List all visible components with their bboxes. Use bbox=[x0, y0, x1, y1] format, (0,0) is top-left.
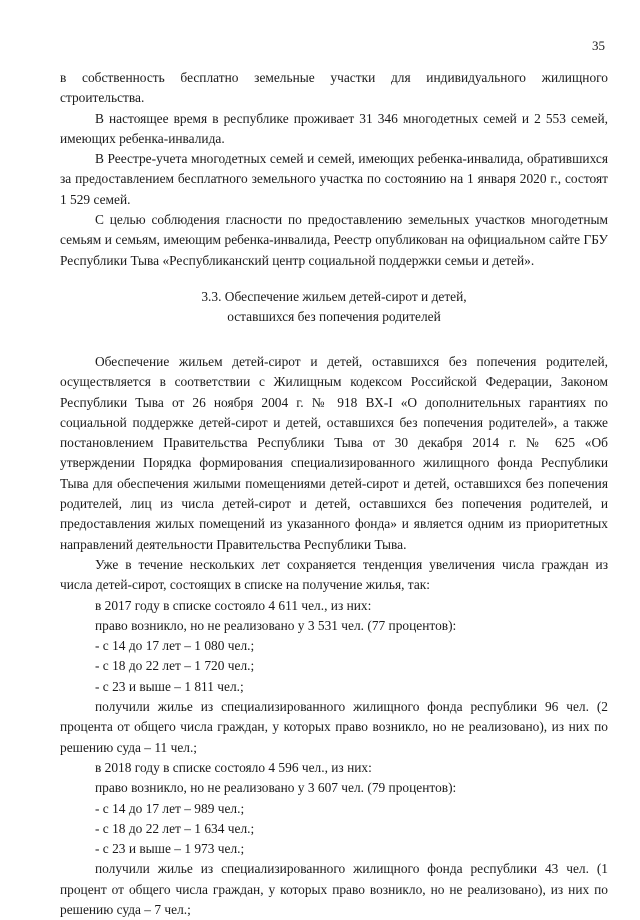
section-heading-line: 3.3. Обеспечение жильем детей-сирот и детей, bbox=[201, 288, 467, 304]
age-group-item: - с 14 до 17 лет – 989 чел.; bbox=[95, 800, 245, 816]
year-2018-intro: в 2018 году в списке состояло 4 596 чел., из них: bbox=[95, 759, 372, 775]
year-2017-intro: в 2017 году в списке состояло 4 611 чел., из них: bbox=[95, 597, 372, 613]
paragraph: В Реестре-учета многодетных семей и семей, имеющих ребенка-инвалида, обратившихся за предоставлением бесплатного земельного участка по состоянию на 1 января 2020 г., состоят 1 529 семей. bbox=[60, 151, 608, 207]
section-heading-line: оставшихся без попечения родителей bbox=[227, 308, 441, 324]
age-group-item: - с 23 и выше – 1 973 чел.; bbox=[95, 841, 245, 857]
year-2018-received: получили жилье из специализированного жилищного фонда республики 43 чел. (1 процент от общего числа граждан, у которых право возникло, но не реализовано), из них по решению суда – 7 чел.; bbox=[60, 861, 608, 917]
age-group-item: - с 14 до 17 лет – 1 080 чел.; bbox=[95, 638, 255, 654]
paragraph: Обеспечение жильем детей-сирот и детей, оставшихся без попечения родителей, осуществляется в соответствии с Жилищным кодексом Российской Федерации, Законом Республики Тыва от 26 ноября 2004 г. № 918 ВХ-I «О дополнительных гарантиях по социальной поддержке детей-сирот и детей, оставшихся без попечения родителей», а также постановлением Правительства Республики Тыва от 30 декабря 2014 г. № 625 «Об утверждении Порядка формирования специализированного жилищного фонда Республики Тыва для обеспечения жилыми помещениями детей-сирот и детей, оставшихся без попечения родителей, лиц из числа детей-сирот и детей, оставшихся без попечения родителей, и предоставления жилых помещений из указанного фонда» и является одним из приоритетных направлений деятельности Правительства Республики Тыва. bbox=[60, 353, 608, 552]
year-2018-not-realized: право возникло, но не реализовано у 3 607 чел. (79 процентов): bbox=[95, 780, 457, 796]
section-heading bbox=[60, 287, 608, 327]
year-2017-not-realized: право возникло, но не реализовано у 3 531 чел. (77 процентов): bbox=[95, 617, 457, 633]
age-group-item: - с 18 до 22 лет – 1 720 чел.; bbox=[95, 658, 255, 674]
year-2017-received: получили жилье из специализированного жилищного фонда республики 96 чел. (2 процента от общего числа граждан, у которых право возникло, но не реализовано), из них по решению суда – 11 чел.; bbox=[60, 699, 608, 755]
age-group-item: - с 23 и выше – 1 811 чел.; bbox=[95, 678, 244, 694]
age-group-item: - с 18 до 22 лет – 1 634 чел.; bbox=[95, 820, 255, 836]
paragraph: в собственность бесплатно земельные участки для индивидуального жилищного строительства. bbox=[60, 70, 608, 106]
paragraph: С целью соблюдения гласности по предоставлению земельных участков многодетным семьям и семьям, имеющим ребенка-инвалида, Реестр опубликован на официальном сайте ГБУ Республики Тыва «Республиканский центр социальной поддержки семьи и детей». bbox=[60, 212, 608, 268]
document-body bbox=[60, 68, 608, 920]
paragraph: Уже в течение нескольких лет сохраняется тенденция увеличения числа граждан из числа детей-сирот, состоящих в списке на получение жилья, так: bbox=[60, 556, 608, 593]
page-number: 35 bbox=[592, 38, 605, 53]
paragraph: В настоящее время в республике проживает 31 346 многодетных семей и 2 553 семей, имеющих ребенка-инвалида. bbox=[60, 110, 608, 146]
